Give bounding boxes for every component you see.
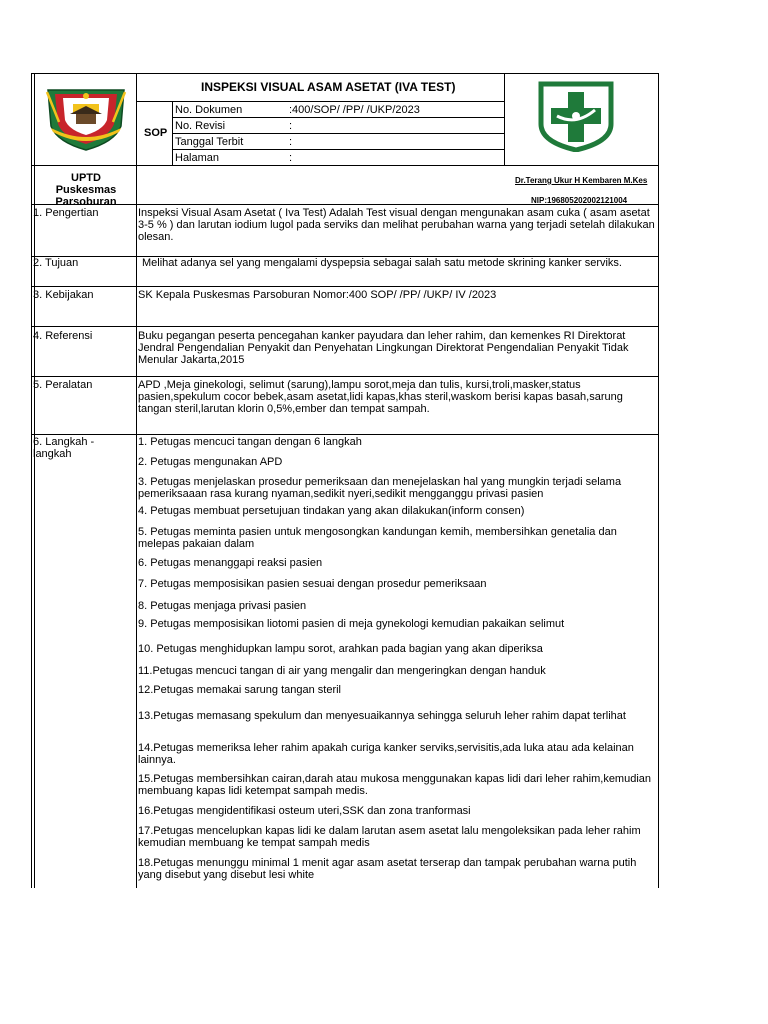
doc-number-label: No. Dokumen <box>175 104 243 116</box>
list-item: 2. Petugas mengunakan APD <box>138 456 283 468</box>
section-text: APD ,Meja ginekologi, selimut (sarung),lampu sorot,meja dan tulis, kursi,troli,masker,status pasien,spekulum cocor bebek,asam asetat,lidi kapas,khas steril,waskom berisi kapas basah,sarung tangan steril,larutan klorin 0,5%,ember dan tempat sampah. <box>138 379 623 415</box>
issue-date-label: Tanggal Terbit <box>175 136 244 148</box>
section-label: 4. Referensi <box>33 330 93 342</box>
list-item: 7. Petugas memposisikan pasien sesuai dengan prosedur pemeriksaan <box>138 578 487 590</box>
list-item: 8. Petugas menjaga privasi pasien <box>138 600 307 612</box>
section-label: 3. Kebijakan <box>33 289 94 301</box>
list-item: 4. Petugas membuat persetujuan tindakan yang akan dilakukan(inform consen) <box>138 505 525 517</box>
unit-name: UPTD Puskesmas Parsoburan <box>55 172 117 208</box>
section-label: 5. Peralatan <box>33 379 93 391</box>
signer-nip: NIP:196805202002121004 <box>531 196 628 205</box>
list-item: 10. Petugas menghidupkan lampu sorot, arahkan pada bagian yang akan diperiksa <box>138 643 543 655</box>
list-item: 11.Petugas mencuci tangan di air yang mengalir dan mengeringkan dengan handuk <box>138 665 546 677</box>
list-item: 13.Petugas memasang spekulum dan menyesuaikannya sehingga seluruh leher rahim dapat terlihat <box>138 710 626 722</box>
doc-number-value: :400/SOP/ /PP/ /UKP/2023 <box>289 104 420 116</box>
section-text: SK Kepala Puskesmas Parsoburan Nomor:400 SOP/ /PP/ /UKP/ IV /2023 <box>138 289 497 301</box>
list-item: 15.Petugas membersihkan cairan,darah atau mukosa menggunakan kapas lidi dari leher rahim,kemudian membuang kapas lidi ketempat sampah medis. <box>138 773 652 797</box>
list-item: 5. Petugas meminta pasien untuk mengosongkan kandungan kemih, membersihkan genetalia dan melepas pakaian dalam <box>138 526 617 550</box>
sop-label: SOP <box>144 127 168 139</box>
section-text: Inspeksi Visual Asam Asetat ( Iva Test) Adalah Test visual dengan mengunakan asam cuka ( asam asetat 3-5 % ) dan larutan iodium lugol pada serviks dan melihat perubahan warna yang terjadi setelah dilakukan olesan. <box>138 207 655 243</box>
document-title: INSPEKSI VISUAL ASAM ASETAT (IVA TEST) <box>201 80 456 94</box>
list-item: 12.Petugas memakai sarung tangan steril <box>138 684 342 696</box>
list-item: 1. Petugas mencuci tangan dengan 6 langkah <box>138 436 362 448</box>
list-item: 17.Petugas mencelupkan kapas lidi ke dalam larutan asem asetat lalu mengoleksikan pada leher rahim kemudian membuang ke tempat sampah medis <box>138 825 641 849</box>
signer-name: Dr.Terang Ukur H Kembaren M.Kes <box>515 176 648 185</box>
list-item: 16.Petugas mengidentifikasi osteum uteri,SSK dan zona tranformasi <box>138 805 471 817</box>
list-item: 3. Petugas menjelaskan prosedur pemeriksaan dan menejelaskan hal yang mungkin terjadi selama pemeriksaaan rasa kurang nyaman,sedikit nyeri,sedikit mengganggu privasi pasien <box>138 476 622 500</box>
issue-date-value: : <box>289 136 293 148</box>
page-label: Halaman <box>175 152 220 164</box>
revision-value: : <box>289 120 293 132</box>
section-label: 1. Pengertian <box>33 207 99 219</box>
list-item: 18.Petugas menunggu minimal 1 menit agar asam asetat terserap dan tampak perubahan warna putih yang disebut yang disebut lesi white <box>138 857 637 881</box>
section-text: Melihat adanya sel yang mengalami dyspepsia sebagai salah satu metode skrining kanker serviks. <box>142 257 622 269</box>
list-item: 6. Petugas menanggapi reaksi pasien <box>138 557 323 569</box>
page-value: : <box>289 152 293 164</box>
section-label: 2. Tujuan <box>33 257 79 269</box>
regency-crest-logo <box>43 84 129 152</box>
list-item: 9. Petugas memposisikan liotomi pasien di meja gynekologi kemudian pakaikan selimut <box>138 618 565 630</box>
section-label: 6. Langkah - langkah <box>33 436 95 460</box>
section-text: Buku pegangan peserta pencegahan kanker payudara dan leher rahim, dan kemenkes RI Direktorat Jendral Pengendalian Penyakit dan Penyehatan Lingkungan Direktorat Pengendalian Penyakit Tidak Menular Jakarta,2015 <box>138 330 629 366</box>
health-cross-logo <box>533 80 619 152</box>
revision-label: No. Revisi <box>175 120 226 132</box>
list-item: 14.Petugas memeriksa leher rahim apakah curiga kanker serviks,servisitis,ada luka atau ada kelainan lainnya. <box>138 742 634 766</box>
